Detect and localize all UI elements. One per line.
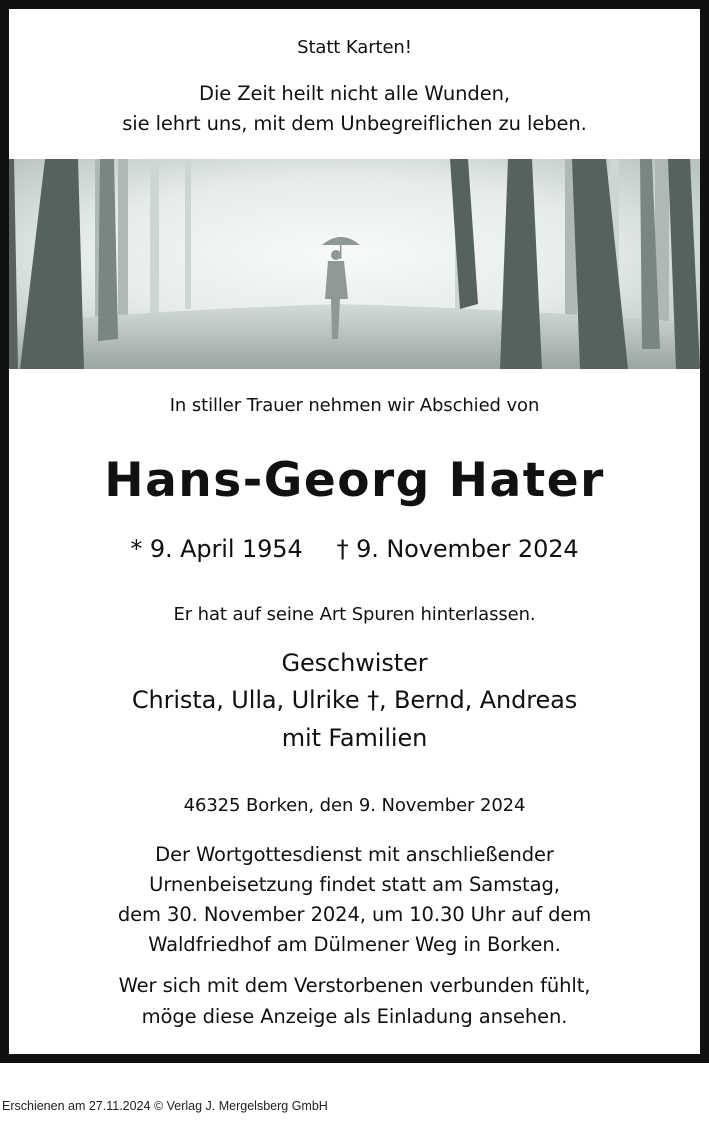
- invitation-line-1: Wer sich mit dem Verstorbenen verbunden fühlt,: [118, 974, 591, 997]
- quote-line-2: sie lehrt uns, mit dem Unbegreiflichen zu leben.: [122, 112, 587, 135]
- quote-line-1: Die Zeit heilt nicht alle Wunden,: [199, 82, 510, 105]
- publication-footer: Erschienen am 27.11.2024 © Verlag J. Mergelsberg GmbH: [2, 1099, 328, 1113]
- deceased-name: Hans-Georg Hater: [104, 453, 605, 508]
- birth-date: * 9. April 1954: [130, 535, 303, 563]
- obituary-card: [9, 9, 700, 1054]
- intro-text: In stiller Trauer nehmen wir Abschied von: [169, 395, 540, 416]
- service-line-3: dem 30. November 2024, um 10.30 Uhr auf dem: [117, 903, 592, 926]
- service-line-2: Urnenbeisetzung findet statt am Samstag,: [149, 873, 560, 896]
- invitation-line-2: möge diese Anzeige als Einladung ansehen.: [141, 1005, 568, 1028]
- death-date: † 9. November 2024: [336, 535, 579, 563]
- misty-forest-photo: [9, 159, 700, 369]
- place-date: 46325 Borken, den 9. November 2024: [183, 795, 526, 816]
- mourners-line-1: Geschwister: [281, 649, 428, 677]
- service-line-1: Der Wortgottesdienst mit anschließender: [155, 843, 554, 866]
- service-line-4: Waldfriedhof am Dülmener Weg in Borken.: [148, 933, 561, 956]
- header-text: Statt Karten!: [297, 37, 412, 58]
- tribute-text: Er hat auf seine Art Spuren hinterlassen.: [173, 604, 536, 625]
- mourners-line-2: Christa, Ulla, Ulrike †, Bernd, Andreas: [131, 686, 578, 714]
- mourners-line-3: mit Familien: [281, 724, 428, 752]
- life-dates: [9, 532, 700, 566]
